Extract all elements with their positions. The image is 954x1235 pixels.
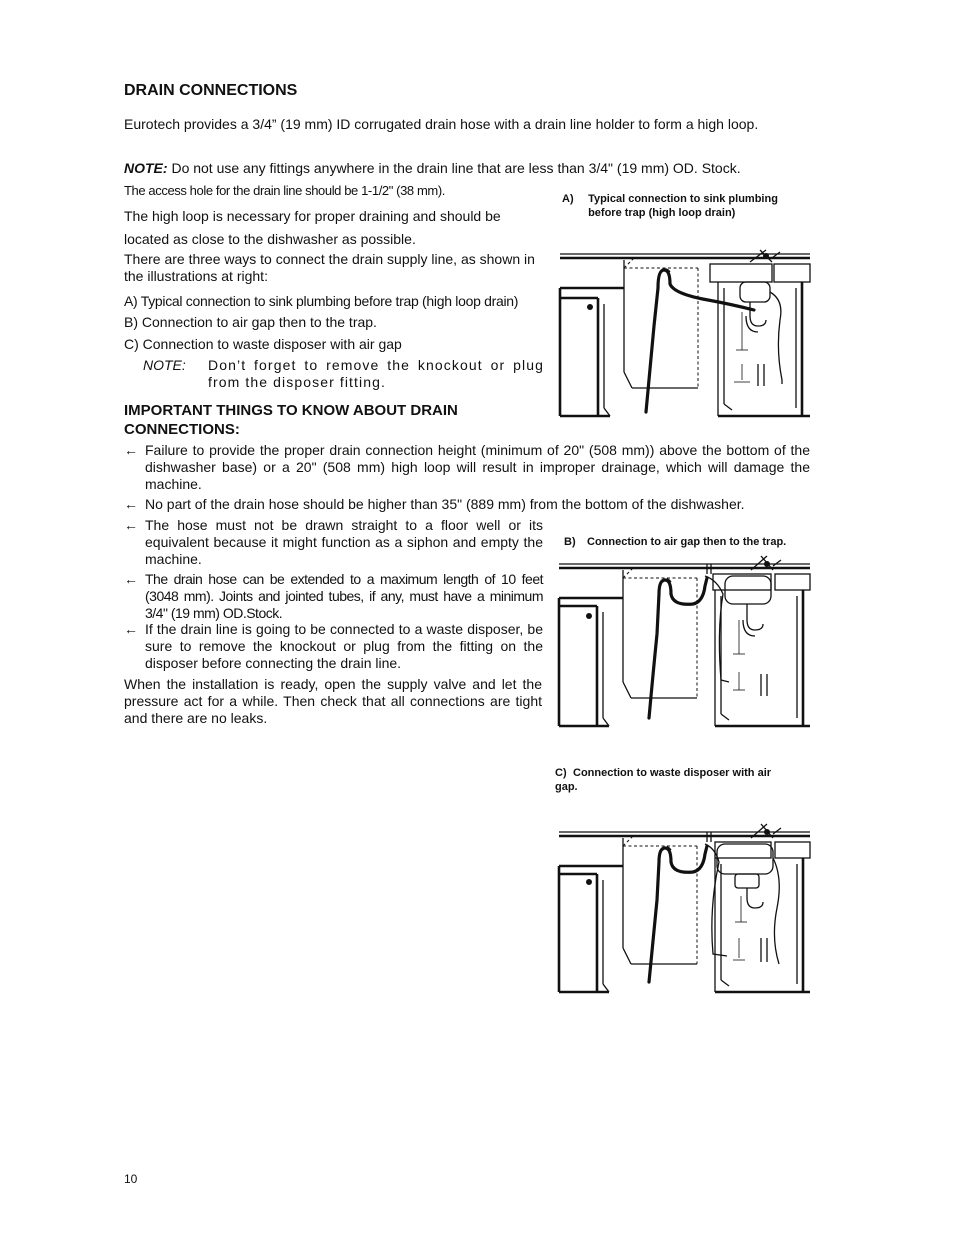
bullet-item [124,621,543,673]
figure-a-diagram [558,240,812,422]
note-disposer-label: NOTE: [143,357,186,373]
closing-paragraph: When the installation is ready, open the supply valve and let the pressure act for a while. Then check that all connections are tight and there are no leaks. [124,676,542,726]
intro-paragraph: Eurotech provides a 3/4” (19 mm) ID corrugated drain hose with a drain line holder to form a high loop. [124,116,759,132]
note-disposer-text: Don’t forget to remove the knockout or plug from the disposer fitting. [208,357,544,390]
bullet-item [124,517,543,569]
figure-b-diagram [557,550,812,730]
option-c: C) Connection to waste disposer with air gap [124,336,402,352]
bullet-text: Failure to provide the proper drain connection height (minimum of 20" (508 mm)) above the bottom of the dishwasher base) or a 20" (508 mm) high loop will result in improper drainage, which will damage the machine. [145,442,810,492]
option-a: A) Typical connection to sink plumbing before trap (high loop drain) [124,293,519,309]
bullet-text: If the drain line is going to be connected to a waste disposer, be sure to remove the knockout or plug from the fitting on the disposer before connecting the drain line. [145,621,543,671]
figure-b-caption: B) Connection to air gap then to the trap. [564,536,787,548]
note-text: Do not use any fittings anywhere in the drain line that are less than 3/4" (19 mm) OD. Stock. [167,160,741,176]
note-fittings [124,160,824,177]
arrow-left-icon: ← [124,571,138,587]
note-label: NOTE: [124,160,168,176]
three-ways-text: There are three ways to connect the drain supply line, as shown in the illustrations at right: [124,251,535,284]
bullet-item [124,442,810,494]
bullet-text: No part of the drain hose should be higher than 35" (889 mm) from the bottom of the dishwasher. [145,496,745,512]
option-b: B) Connection to air gap then to the trap. [124,314,377,330]
figure-a-caption: A) Typical connection to sink plumbing before trap (high loop drain) [562,193,778,219]
bullet-item [124,496,810,514]
section-title: DRAIN CONNECTIONS [124,82,298,99]
bullet-text: The hose must not be drawn straight to a floor well or its equivalent because it might function as a siphon and empty the machine. [145,517,543,567]
figure-c-caption: C) Connection to waste disposer with air gap. [555,767,772,793]
arrow-left-icon: ← [124,442,138,458]
bullet-text: The drain hose can be extended to a maximum length of 10 feet (3048 mm). Joints and jointed tubes, if any, must have a minimum 3/4" (19 mm) OD.Stock. [145,571,543,621]
arrow-left-icon: ← [124,621,138,637]
arrow-left-icon: ← [124,496,138,512]
bullet-item [124,571,543,623]
high-loop-text: The high loop is necessary for proper draining and should be located as close to the dishwasher as possible. [124,208,501,247]
access-hole-text: The access hole for the drain line should be 1-1/2" (38 mm). [124,183,445,198]
page-number: 10 [124,1172,138,1186]
important-title: IMPORTANT THINGS TO KNOW ABOUT DRAIN CONNECTIONS: [124,402,458,438]
arrow-left-icon: ← [124,517,138,533]
figure-c-diagram [557,818,812,996]
